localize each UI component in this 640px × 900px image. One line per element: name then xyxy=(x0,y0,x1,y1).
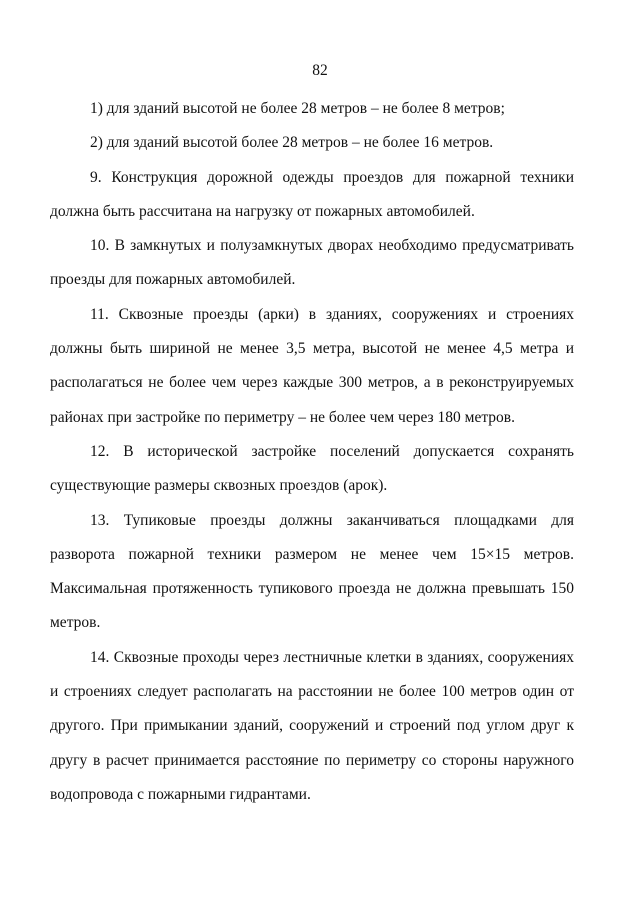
paragraph-13: 13. Тупиковые проезды должны заканчиваться площадками для разворота пожарной техники размером не менее чем 15×15 метров. Максимальная протяженность тупикового проезда не должна превышать 150 метров. xyxy=(50,511,574,632)
paragraph-item-2: 2) для зданий высотой более 28 метров – не более 16 метров. xyxy=(90,134,494,152)
page-number: 82 xyxy=(312,62,328,79)
paragraph-10: 10. В замкнутых и полузамкнутых дворах необходимо предусматривать проезды для пожарных автомобилей. xyxy=(50,237,574,289)
paragraph-item-1: 1) для зданий высотой не более 28 метров – не более 8 метров; xyxy=(90,100,505,117)
document-body xyxy=(50,92,574,812)
paragraph-9: 9. Конструкция дорожной одежды проездов для пожарной техники должна быть рассчитана на нагрузку от пожарных автомобилей. xyxy=(50,168,574,220)
paragraph-11: 11. Сквозные проезды (арки) в зданиях, сооружениях и строениях должны быть шириной не менее 3,5 метра, высотой не менее 4,5 метра и располагаться не более чем через каждые 300 метров, а в реконструируемых районах при застройке по периметру – не более чем через 180 метров. xyxy=(50,305,574,426)
paragraph-12: 12. В исторической застройке поселений допускается сохранять существующие размеры сквозных проездов (арок). xyxy=(50,442,574,495)
paragraph-14: 14. Сквозные проходы через лестничные клетки в зданиях, сооружениях и строениях следует располагать на расстоянии не более 100 метров один от другого. При примыкании зданий, сооружений и строений под углом друг к другу в расчет принимается расстояние по периметру со стороны наружного водопровода с пожарными гидрантами. xyxy=(50,648,574,803)
